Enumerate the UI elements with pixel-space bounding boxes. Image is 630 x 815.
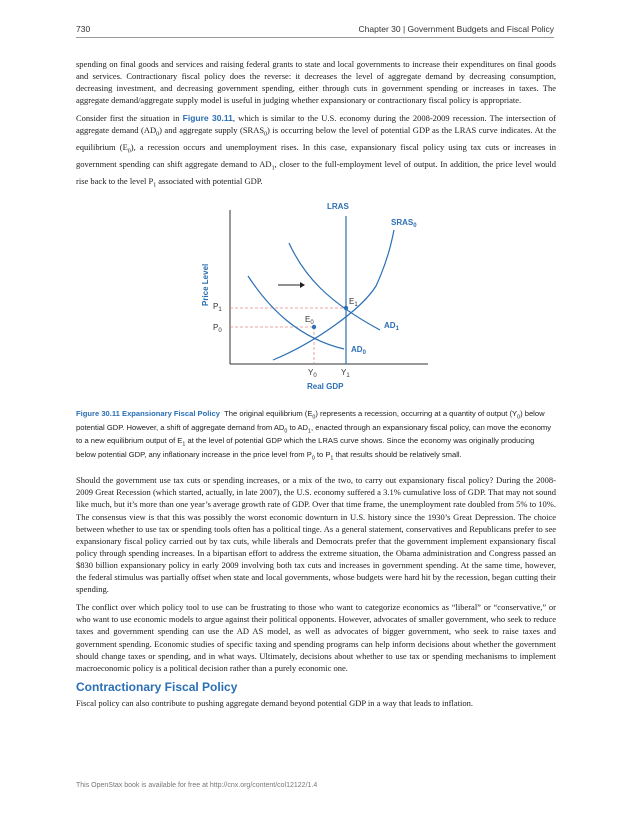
caption-label: Figure 30.11 Expansionary Fiscal Policy [76,408,220,418]
ad0-curve [248,276,344,349]
p0-label: $P_0$ [213,322,222,334]
x-axis-label: Real GDP [307,381,344,391]
footer: This OpenStax book is available for free at http://cnx.org/content/col12122/1.4 [76,782,318,789]
lras-label: LRAS [327,201,349,211]
page-body [76,58,556,715]
sras0-label: $SRAS_0$ [391,217,417,229]
ad1-label: $AD_1$ [384,320,399,332]
header-rule [76,37,554,38]
e1-point [344,305,348,309]
ad1-curve [289,243,380,330]
paragraph-5: Fiscal policy can also contribute to pushing aggregate demand beyond potential GDP in a way that leads to inflation. [76,697,473,708]
paragraph-3: Should the government use tax cuts or spending increases, or a mix of the two, to carry out expansionary fiscal policy? During the 2008-2009 Great Recession (which started, actually, in late 2007), the U.S. economy suffered a 3.1% cumulative loss of GDP. That may not sound like much, but it’s more than one year’s average growth rate of GDP. Over that time frame, the unemployment rate doubled from 5% to 10%. The consensus view is that this was possibly the worst economic downturn in U.S. history since the 1930’s Great Depression. The choice between whether to use tax or spending tools often has a political tinge. As a general statement, conservatives and Republicans prefer to see expansionary fiscal policy carried out by tax cuts, while liberals and Democrats prefer that the government implement expansionary fiscal policy through spending increases. In a bipartisan effort to address the extreme situation, the Obama administration and Congress passed an $830 billion expansionary policy in early 2009 involving both tax cuts and increases in government spending. At the same time, however, the federal stimulus was partially offset when state and local governments, whose budgets were hard hit by the recession, began cutting their spending. [76,475,556,595]
ad-as-graph [76,198,556,403]
ad0-label: $AD_0$ [351,344,366,356]
figure-caption: Figure 30.11 Expansionary Fiscal Policy The original equilibrium $(E_0)$ represents a recession, occurring at a quantity of output $(Y_0)$ below potential GDP. However, a shift of aggregate demand from $AD_0$ to $AD_1$, enacted through an expansionary fiscal policy, can move the economy to a new equilibrium output of $E_1$ at the level of potential GDP which the LRAS curve shows. Since the economy was originally producing below potential GDP, any inflationary increase in the price level from $P_0$ to $P_1$ that results should be relatively small. [76,408,552,462]
p1-label: $P_1$ [213,301,222,313]
paragraph-4: The conflict over which policy tool to use can be frustrating to those who want to categorize economics as “liberal” or “conservative,” or who want to use economic models to argue against their political opponents. However, advocates of smaller government, who seek to reduce taxes and government spending can use the AD AS model, as well as advocates of bigger government, who seek to raise taxes and government spending. Economic studies of specific taxing and spending programs can help inform decisions about whether the government should change taxes or spending, and in what ways. Ultimately, decisions about whether to use tax or spending mechanisms to implement macroeconomic policy is a political decision rather than a purely economic one. [76,602,556,673]
page-number: 730 [76,24,91,34]
y-axis-label: Price Level [201,263,210,306]
y0-label: $Y_0$ [308,367,317,379]
figure-ad-as [76,198,556,403]
figure-link[interactable]: Figure 30.11 [182,113,233,124]
section-heading: Contractionary Fiscal Policy [76,679,238,694]
y1-label: $Y_1$ [341,367,350,379]
chapter-title: Chapter 30 | Government Budgets and Fiscal Policy [358,24,554,34]
paragraph-1: spending on final goods and services and raising federal grants to state and local governments to increase their expenditures on final goods and services. Contractionary fiscal policy does the reverse: it decreases the level of aggregate demand by decreasing consumption, decreasing investment, and decreasing government spending, either through cuts in government spending or increases in taxes. The aggregate demand/aggregate supply model is useful in judging whether expansionary or contractionary fiscal policy is appropriate. [76,59,556,106]
paragraph-2: Consider first the situation in Figure 30.11, which is similar to the U.S. economy during the 2008-2009 recession. The intersection of aggregate demand $(AD_0)$ and aggregate supply $(SRAS_0)$ is occurring below the level of potential GDP as the LRAS curve indicates. At the equilibrium $(E_0)$, a recession occurs and unemployment rises. In this case, expansionary fiscal policy using tax cuts or increases in government spending can shift aggregate demand to $AD_1$, closer to the full-employment level of output. In addition, the price level would rise back to the level $P_1$ associated with potential GDP. [76,113,556,189]
shift-arrowhead [300,282,305,288]
sras0-curve [273,230,394,360]
e1-label: $E_1$ [349,296,358,308]
e0-label: $E_0$ [305,314,314,326]
